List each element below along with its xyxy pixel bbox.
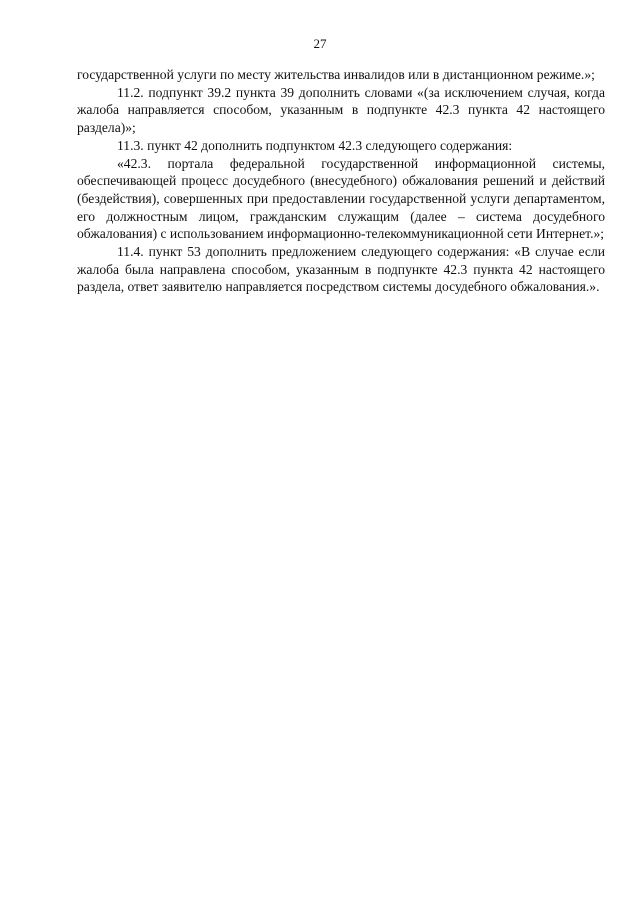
- paragraph-11-4: 11.4. пункт 53 дополнить предложением следующего содержания: «В случае если жалоба была направлена способом, указанным в подпункте 42.3 пункта 42 настоящего раздела, ответ заявителю направляется посредством системы досудебного обжалования.».: [77, 244, 605, 295]
- paragraph-continuation: государственной услуги по месту жительства инвалидов или в дистанционном режиме.»;: [77, 67, 595, 82]
- paragraph-11-2: 11.2. подпункт 39.2 пункта 39 дополнить словами «(за исключением случая, когда жалоба направляется способом, указанным в подпункте 42.3 пункта 42 настоящего раздела)»;: [77, 84, 605, 136]
- paragraph-42-3: «42.3. портала федеральной государственной информационной системы, обеспечивающей процесс досудебного (внесудебного) обжалования решений и действий (бездействия), совершенных при предоставлении государственной услуги департаментом, его должностным лицом, гражданским служащим (далее – система досудебного обжалования) с использованием информационно-телекоммуникационной сети Интернет.»;: [77, 155, 605, 242]
- paragraph-11-3: 11.3. пункт 42 дополнить подпунктом 42.3 следующего содержания:: [117, 137, 513, 153]
- page-number: 27: [313, 36, 327, 51]
- document-body: [77, 66, 605, 296]
